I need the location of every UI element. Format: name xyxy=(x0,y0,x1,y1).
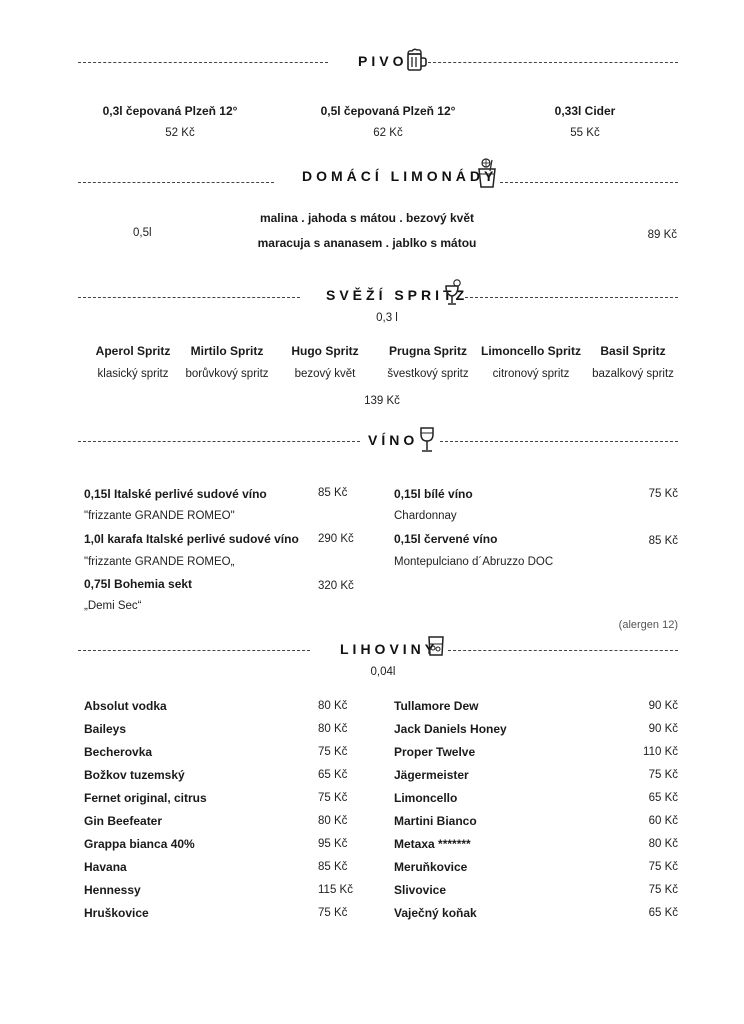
vino-item-name: 0,15l červené víno xyxy=(394,532,498,546)
liquor-item-name: Havana xyxy=(84,860,127,874)
vino-item-price: 85 Kč xyxy=(318,487,348,499)
section-title-spritz: SVĚŽÍ SPRITZ xyxy=(326,287,469,303)
divider-line xyxy=(448,650,678,651)
liquor-item-price: 60 Kč xyxy=(648,815,678,827)
liquor-item-price: 65 Kč xyxy=(318,769,348,781)
pivo-item-price: 52 Kč xyxy=(165,127,195,139)
liquor-item-name: Tullamore Dew xyxy=(394,699,479,713)
section-title-vino: VÍNO xyxy=(368,432,419,448)
liquor-item-price: 80 Kč xyxy=(318,700,348,712)
spritz-item-desc: klasický spritz xyxy=(97,368,169,380)
spritz-item-name: Aperol Spritz xyxy=(95,344,171,358)
liquor-item-name: Hennessy xyxy=(84,883,141,897)
vino-item-price: 75 Kč xyxy=(648,488,678,500)
liquor-item-name: Božkov tuzemský xyxy=(84,768,185,782)
limonady-size: 0,5l xyxy=(133,227,152,239)
pivo-item-price: 55 Kč xyxy=(570,127,600,139)
liquor-item-name: Hruškovice xyxy=(84,906,149,920)
vino-item-name: 0,15l Italské perlivé sudové víno xyxy=(84,487,267,501)
vino-item-price: 85 Kč xyxy=(648,535,678,547)
vino-item-price: 290 Kč xyxy=(318,533,354,545)
allergen-note: (alergen 12) xyxy=(618,619,678,631)
liquor-item-name: Fernet original, citrus xyxy=(84,791,207,805)
pivo-item-name: 0,33l Cider xyxy=(554,104,616,118)
liquor-item-price: 80 Kč xyxy=(648,838,678,850)
vino-item-price: 320 Kč xyxy=(318,580,354,592)
section-title-lihoviny: LIHOVINY xyxy=(340,641,439,657)
limonady-price: 89 Kč xyxy=(647,229,677,241)
spritz-item-desc: švestkový spritz xyxy=(387,368,469,380)
liquor-item-name: Absolut vodka xyxy=(84,699,167,713)
liquor-item-name: Martini Bianco xyxy=(394,814,477,828)
liquor-item-name: Becherovka xyxy=(84,745,153,759)
shot-glass-icon xyxy=(427,635,445,657)
vino-item-name: 1,0l karafa Italské perlivé sudové víno xyxy=(84,532,299,546)
liquor-item-name: Proper Twelve xyxy=(394,745,476,759)
liquor-item-price: 75 Kč xyxy=(318,792,348,804)
divider-line xyxy=(465,297,678,298)
section-title-pivo: PIVO xyxy=(358,53,408,69)
divider-line xyxy=(78,62,328,63)
vino-item-desc: Montepulciano d´Abruzzo DOC xyxy=(394,556,554,568)
divider-line xyxy=(428,62,678,63)
spritz-item-desc: citronový spritz xyxy=(492,368,570,380)
divider-line xyxy=(440,441,678,442)
section-title-limonady: DOMÁCÍ LIMONÁDY xyxy=(302,168,498,184)
spritz-item-desc: bezový květ xyxy=(294,368,356,380)
divider-line xyxy=(78,182,274,183)
liquor-item-price: 110 Kč xyxy=(643,746,678,758)
pivo-item-name: 0,3l čepovaná Plzeň 12° xyxy=(102,104,238,118)
vino-item-desc: "frizzante GRANDE ROMEO" xyxy=(84,510,235,522)
divider-line xyxy=(78,297,300,298)
spritz-item-name: Basil Spritz xyxy=(600,344,666,358)
liquor-item-price: 95 Kč xyxy=(318,838,348,850)
pivo-item-name: 0,5l čepovaná Plzeň 12° xyxy=(320,104,456,118)
beer-mug-icon xyxy=(405,48,427,72)
lemonade-glass-icon xyxy=(476,157,498,189)
limonady-flavors-line-2: maracuja s ananasem . jablko s mátou xyxy=(257,236,477,250)
vino-item-name: 0,15l bílé víno xyxy=(394,487,473,501)
vino-item-desc: Chardonnay xyxy=(394,510,457,522)
spritz-price: 139 Kč xyxy=(364,395,400,407)
lihoviny-size: 0,04l xyxy=(370,666,396,678)
liquor-item-name: Vaječný koňak xyxy=(394,906,477,920)
liquor-item-price: 80 Kč xyxy=(318,815,348,827)
divider-line xyxy=(78,650,310,651)
spritz-item-desc: bazalkový spritz xyxy=(592,368,674,380)
liquor-item-price: 90 Kč xyxy=(648,723,678,735)
liquor-item-name: Baileys xyxy=(84,722,127,736)
liquor-item-price: 90 Kč xyxy=(648,700,678,712)
liquor-item-name: Meruňkovice xyxy=(394,860,468,874)
spritz-size: 0,3 l xyxy=(376,312,398,324)
spritz-item-name: Hugo Spritz xyxy=(291,344,359,358)
liquor-item-price: 75 Kč xyxy=(318,907,348,919)
vino-item-desc: „Demi Sec“ xyxy=(84,600,142,612)
vino-item-desc: "frizzante GRANDE ROMEO„ xyxy=(84,556,235,568)
liquor-item-price: 75 Kč xyxy=(648,861,678,873)
liquor-item-price: 65 Kč xyxy=(648,907,678,919)
spritz-item-name: Limoncello Spritz xyxy=(480,344,581,358)
divider-line xyxy=(78,441,360,442)
limonady-flavors-line-1: malina . jahoda s mátou . bezový květ xyxy=(259,211,475,225)
liquor-item-name: Gin Beefeater xyxy=(84,814,163,828)
liquor-item-price: 85 Kč xyxy=(318,861,348,873)
liquor-item-name: Jägermeister xyxy=(394,768,469,782)
liquor-item-name: Slivovice xyxy=(394,883,447,897)
divider-line xyxy=(500,182,678,183)
liquor-item-name: Grappa bianca 40% xyxy=(84,837,195,851)
liquor-item-name: Metaxa ******* xyxy=(394,837,471,851)
pivo-item-price: 62 Kč xyxy=(373,127,403,139)
liquor-item-price: 115 Kč xyxy=(318,884,353,896)
spritz-item-desc: borůvkový spritz xyxy=(185,368,269,380)
liquor-item-price: 80 Kč xyxy=(318,723,348,735)
liquor-item-price: 75 Kč xyxy=(648,769,678,781)
liquor-item-name: Limoncello xyxy=(394,791,458,805)
liquor-item-price: 75 Kč xyxy=(648,884,678,896)
spritz-item-name: Mirtilo Spritz xyxy=(190,344,264,358)
vino-item-name: 0,75l Bohemia sekt xyxy=(84,577,193,591)
liquor-item-price: 65 Kč xyxy=(648,792,678,804)
wine-glass-icon xyxy=(418,426,436,454)
spritz-glass-icon xyxy=(444,278,462,306)
liquor-item-name: Jack Daniels Honey xyxy=(394,722,507,736)
spritz-item-name: Prugna Spritz xyxy=(388,344,467,358)
liquor-item-price: 75 Kč xyxy=(318,746,348,758)
